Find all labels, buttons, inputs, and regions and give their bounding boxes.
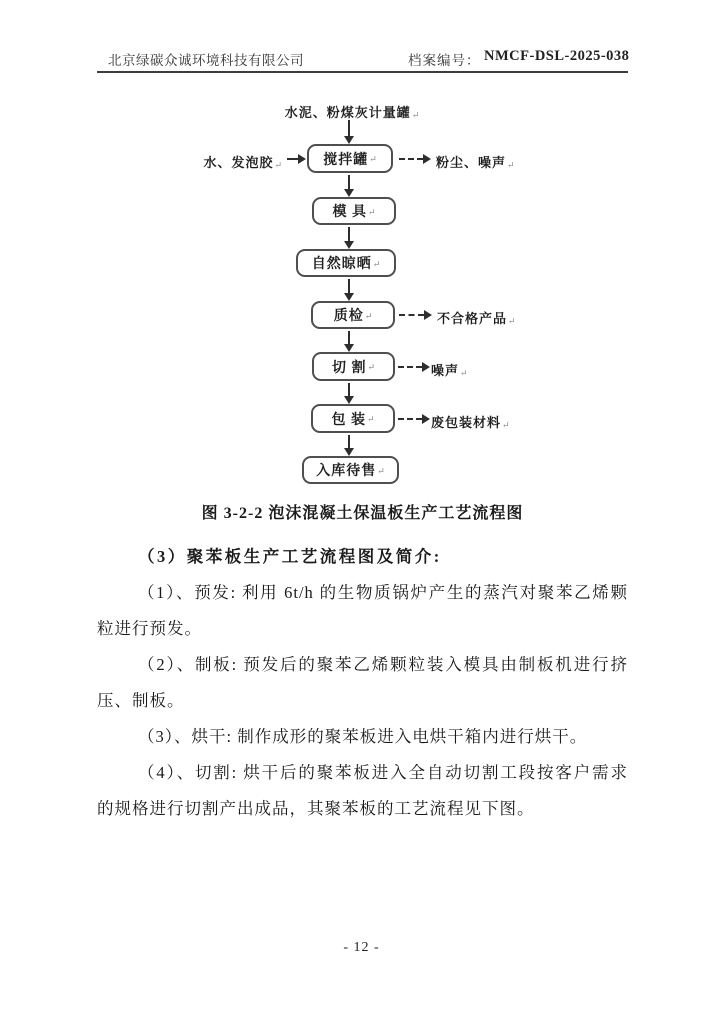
- connector-line: [348, 279, 350, 294]
- flow-output-waste-packaging: 废包装材料↵: [431, 415, 510, 430]
- paragraph-line: 粒进行预发。: [97, 619, 202, 638]
- flow-output-noise: 噪声↵: [431, 363, 468, 378]
- flow-top-input-label: 水泥、粉煤灰计量罐↵: [284, 105, 420, 120]
- arrow-down-icon: [344, 448, 354, 456]
- return-mark: ↵: [367, 206, 376, 217]
- arrow-down-icon: [344, 189, 354, 197]
- connector-line: [348, 383, 350, 397]
- flow-side-input-label: 水、发泡胶↵: [203, 155, 282, 170]
- flow-step-cutting: 切 割 ↵: [312, 352, 395, 381]
- connector-line: [348, 120, 350, 137]
- arrow-right-icon: [423, 154, 431, 164]
- arrow-right-icon: [422, 414, 430, 424]
- flow-step-mold: 模 具 ↵: [312, 197, 396, 225]
- return-mark: ↵: [508, 316, 516, 326]
- arrow-down-icon: [344, 344, 354, 352]
- figure-caption: 图 3-2-2 泡沫混凝土保温板生产工艺流程图: [201, 505, 524, 522]
- paragraph-line: 压、制板。: [97, 691, 185, 710]
- connector-line: [348, 175, 350, 190]
- arrow-right-icon: [422, 362, 430, 372]
- doc-number-label: 档案编号：: [408, 53, 481, 68]
- dashed-connector: [399, 314, 424, 316]
- arrow-right-icon: [424, 310, 432, 320]
- return-mark: ↵: [367, 362, 376, 372]
- arrow-down-icon: [344, 396, 354, 404]
- paragraph-line: （4）、切割: 烘干后的聚苯板进入全自动切割工段按客户需求: [138, 763, 628, 782]
- return-mark: ↵: [507, 160, 515, 170]
- header-rule: [97, 71, 628, 73]
- flow-step-natural-drying: 自然晾晒 ↵: [296, 249, 396, 277]
- paragraph-line: （1）、预发: 利用 6t/h 的生物质锅炉产生的蒸汽对聚苯乙烯颗: [138, 583, 628, 602]
- flow-step-quality-check: 质检 ↵: [311, 301, 395, 329]
- paragraph-line: 的规格进行切割产出成品，其聚苯板的工艺流程见下图。: [97, 799, 535, 818]
- return-mark: ↵: [377, 465, 385, 476]
- return-mark: ↵: [274, 160, 282, 170]
- arrow-down-icon: [344, 293, 354, 301]
- doc-number-value: NMCF-DSL-2025-038: [484, 48, 630, 64]
- dashed-connector: [398, 418, 422, 420]
- flow-step-warehouse: 入库待售 ↵: [302, 456, 399, 484]
- arrow-down-icon: [344, 241, 354, 249]
- return-mark: ↵: [372, 258, 381, 269]
- dashed-connector: [398, 366, 422, 368]
- paragraph-line: （2）、制板: 预发后的聚苯乙烯颗粒装入模具由制板机进行挤: [138, 655, 628, 674]
- return-mark: ↵: [502, 420, 510, 430]
- paragraph-line: （3）、烘干: 制作成形的聚苯板进入电烘干箱内进行烘干。: [138, 727, 588, 746]
- return-mark: ↵: [364, 310, 373, 321]
- connector-line: [348, 331, 350, 345]
- connector-line: [348, 435, 350, 449]
- arrow-down-icon: [344, 136, 354, 144]
- dashed-connector: [399, 158, 423, 160]
- page-number: - 12 -: [343, 940, 380, 955]
- connector-line: [348, 227, 350, 242]
- return-mark: ↵: [411, 110, 420, 120]
- flow-step-packaging: 包 装 ↵: [311, 404, 395, 433]
- body-text: [97, 539, 628, 827]
- arrow-right-icon: [298, 154, 306, 164]
- return-mark: ↵: [366, 414, 375, 424]
- flow-output-dust-noise: 粉尘、噪声↵: [436, 155, 515, 170]
- return-mark: ↵: [369, 154, 377, 164]
- section-heading: （3）聚苯板生产工艺流程图及简介:: [138, 547, 442, 566]
- flow-step-mixing-tank: 搅拌罐 ↵: [307, 144, 393, 173]
- return-mark: ↵: [460, 368, 468, 378]
- flow-output-rejects: 不合格产品↵: [437, 311, 516, 326]
- company-name: 北京绿碳众诚环境科技有限公司: [108, 53, 304, 68]
